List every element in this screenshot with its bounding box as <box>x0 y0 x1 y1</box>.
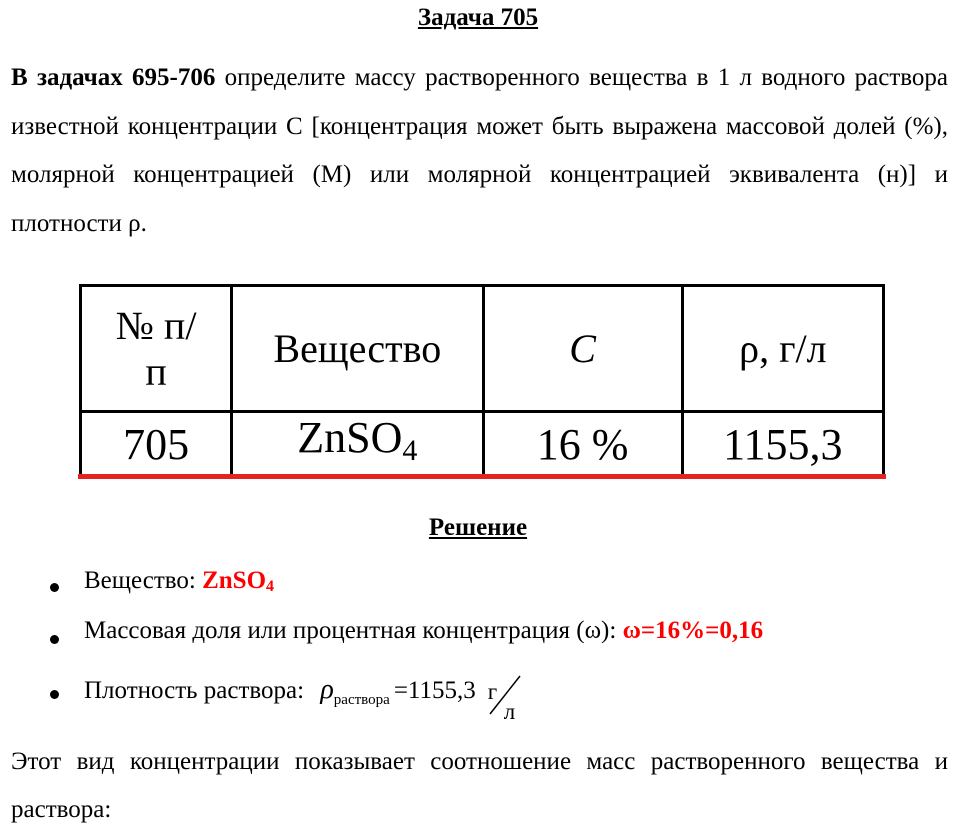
header-substance: Вещество <box>232 286 483 412</box>
mass-fraction-label: Массовая доля или процентная концентрация (ω): <box>84 617 623 644</box>
density-label: Плотность раствора: <box>84 677 305 704</box>
problem-statement <box>11 54 948 248</box>
solution-title: Решение <box>428 514 528 541</box>
problem-text: определите массу растворенного вещества в 1 л водного раствора известной концентрации С [концентрация может быть выражена массовой долей (%), молярной концентрацией (М) или молярной концентрацией эквивалента (н)] и плотности ρ. <box>11 64 948 237</box>
table-row <box>81 412 884 478</box>
density-unit-numerator: г <box>487 679 498 704</box>
cell-substance-subscript: 4 <box>402 434 418 467</box>
header-density: ρ, г/л <box>682 286 883 412</box>
density-symbol: ρ <box>320 674 334 705</box>
bullet-dot-icon <box>50 583 59 592</box>
table-header-row <box>81 286 884 412</box>
density-unit-denominator: л <box>503 699 516 724</box>
bullet-dot-icon <box>50 690 59 699</box>
list-item-density <box>0 666 956 722</box>
substance-formula: ZnSO <box>202 567 267 594</box>
solution-list <box>0 562 956 722</box>
mass-fraction-value: ω=16%=0,16 <box>622 617 764 644</box>
density-value: =1155,3 <box>393 677 476 704</box>
density-subscript: раствора <box>333 692 390 708</box>
page-title: Задача 705 <box>417 4 539 31</box>
problem-range-label: В задачах 695-706 <box>11 64 216 91</box>
cell-density: 1155,3 <box>682 412 883 478</box>
cell-number: 705 <box>81 412 232 478</box>
cell-concentration: 16 % <box>483 412 682 478</box>
substance-subscript: 4 <box>266 578 275 595</box>
cell-substance <box>232 412 483 478</box>
table-underline <box>78 474 886 479</box>
substance-value <box>202 567 274 594</box>
explanation-text: Этот вид концентрации показывает соотношение масс растворенного вещества и раствора: <box>11 748 948 823</box>
bullet-dot-icon <box>50 635 59 644</box>
cell-substance-formula: ZnSO <box>297 413 403 462</box>
list-item-substance <box>0 562 956 612</box>
header-number: № п/п <box>81 286 232 412</box>
substance-label: Вещество: <box>84 567 203 594</box>
list-item-mass-fraction <box>0 612 956 666</box>
header-concentration: C <box>483 286 682 412</box>
data-table <box>79 284 885 479</box>
density-unit <box>486 672 526 724</box>
